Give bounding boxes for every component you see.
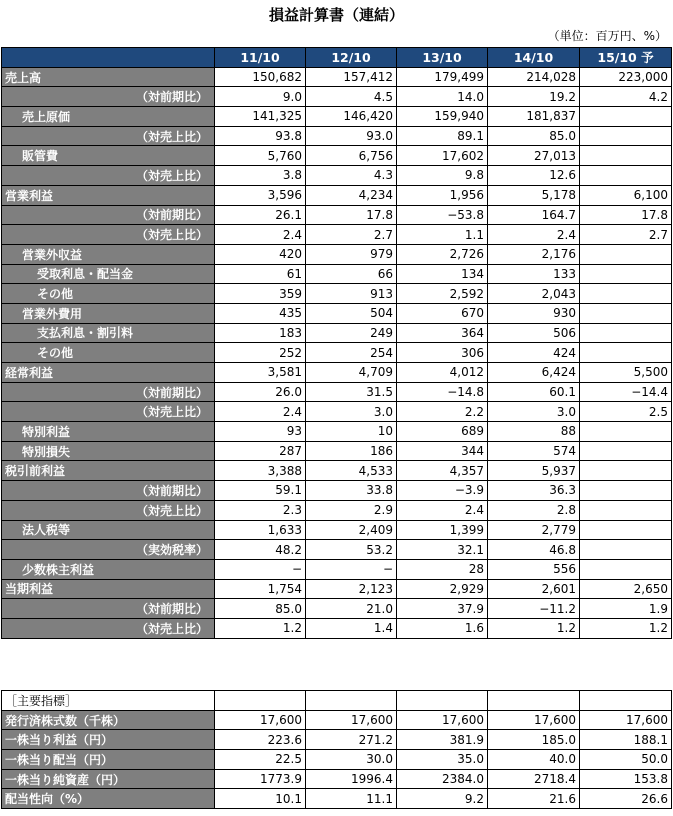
value-cell: 30.0 <box>306 750 397 770</box>
value-cell: 1.6 <box>397 618 488 638</box>
value-cell: 252 <box>215 343 306 363</box>
value-cell: 9.2 <box>397 789 488 809</box>
value-cell: 4.2 <box>580 87 672 107</box>
table-row <box>2 730 672 750</box>
value-cell: 12.6 <box>488 166 580 186</box>
value-cell: 424 <box>488 343 580 363</box>
value-cell <box>580 107 672 127</box>
row-label: 営業利益 <box>2 185 215 205</box>
value-cell: 61 <box>215 264 306 284</box>
table-row <box>2 323 672 343</box>
table-row <box>2 303 672 323</box>
table-row <box>2 244 672 264</box>
value-cell: 26.1 <box>215 205 306 225</box>
value-cell: 2.7 <box>306 225 397 245</box>
value-cell: 17,602 <box>397 146 488 166</box>
value-cell: 1996.4 <box>306 769 397 789</box>
value-cell <box>580 126 672 146</box>
value-cell: 85.0 <box>488 126 580 146</box>
value-cell: 6,756 <box>306 146 397 166</box>
value-cell <box>580 244 672 264</box>
value-cell: 2.8 <box>488 500 580 520</box>
value-cell: 556 <box>488 559 580 579</box>
value-cell: 2.7 <box>580 225 672 245</box>
value-cell: 4,357 <box>397 461 488 481</box>
value-cell: 574 <box>488 441 580 461</box>
value-cell: 2,779 <box>488 520 580 540</box>
value-cell: 17.8 <box>580 205 672 225</box>
table-row <box>2 579 672 599</box>
table-row <box>2 225 672 245</box>
value-cell: 1.1 <box>397 225 488 245</box>
row-label: （対売上比） <box>2 618 215 638</box>
value-cell: 913 <box>306 284 397 304</box>
value-cell: 14.0 <box>397 87 488 107</box>
indicator-label: 配当性向（%） <box>2 789 215 809</box>
value-cell: 2,043 <box>488 284 580 304</box>
value-cell <box>580 264 672 284</box>
table-row <box>2 481 672 501</box>
empty-cell <box>306 691 397 711</box>
table-row <box>2 500 672 520</box>
value-cell: 5,500 <box>580 363 672 383</box>
value-cell: 344 <box>397 441 488 461</box>
table-row <box>2 789 672 809</box>
table-row <box>2 559 672 579</box>
table-row <box>2 710 672 730</box>
value-cell: 2,601 <box>488 579 580 599</box>
value-cell: 17,600 <box>215 710 306 730</box>
value-cell: 66 <box>306 264 397 284</box>
table-row <box>2 205 672 225</box>
value-cell: 2.4 <box>215 225 306 245</box>
value-cell: 3.0 <box>488 402 580 422</box>
row-label: （対売上比） <box>2 225 215 245</box>
empty-cell <box>215 691 306 711</box>
indicator-label: 一株当り配当（円） <box>2 750 215 770</box>
income-statement-table <box>1 47 672 639</box>
value-cell: 150,682 <box>215 67 306 87</box>
value-cell <box>580 323 672 343</box>
table-row <box>2 126 672 146</box>
table-row <box>2 769 672 789</box>
value-cell: 223.6 <box>215 730 306 750</box>
row-label: 経常利益 <box>2 363 215 383</box>
row-label: （対売上比） <box>2 126 215 146</box>
value-cell: 271.2 <box>306 730 397 750</box>
value-cell: 2.3 <box>215 500 306 520</box>
row-label: 販管費 <box>2 146 215 166</box>
value-cell: 2,929 <box>397 579 488 599</box>
value-cell: 359 <box>215 284 306 304</box>
table-row <box>2 166 672 186</box>
value-cell <box>580 146 672 166</box>
value-cell: 2.9 <box>306 500 397 520</box>
table-row <box>2 441 672 461</box>
empty-cell <box>397 691 488 711</box>
row-label: 受取利息・配当金 <box>2 264 215 284</box>
value-cell: 2718.4 <box>488 769 580 789</box>
table-row <box>2 264 672 284</box>
value-cell: 179,499 <box>397 67 488 87</box>
value-cell: 27,013 <box>488 146 580 166</box>
unit-note: （単位：百万円、%） <box>547 29 667 43</box>
value-cell: 1.2 <box>488 618 580 638</box>
value-cell: 689 <box>397 422 488 442</box>
value-cell <box>580 520 672 540</box>
column-header: 11/10 <box>215 48 306 68</box>
row-label: （対前期比） <box>2 599 215 619</box>
value-cell: − <box>306 559 397 579</box>
value-cell <box>580 559 672 579</box>
value-cell: 1.9 <box>580 599 672 619</box>
value-cell: 40.0 <box>488 750 580 770</box>
header-row <box>2 48 672 68</box>
value-cell: 21.0 <box>306 599 397 619</box>
value-cell: −14.4 <box>580 382 672 402</box>
value-cell: 17.8 <box>306 205 397 225</box>
value-cell: 223,000 <box>580 67 672 87</box>
value-cell: 364 <box>397 323 488 343</box>
header-blank-cell <box>2 48 215 68</box>
row-label: その他 <box>2 343 215 363</box>
value-cell: 134 <box>397 264 488 284</box>
value-cell: 3.8 <box>215 166 306 186</box>
value-cell: 186 <box>306 441 397 461</box>
table-row <box>2 599 672 619</box>
value-cell: 435 <box>215 303 306 323</box>
value-cell: 306 <box>397 343 488 363</box>
value-cell: 504 <box>306 303 397 323</box>
value-cell: − <box>215 559 306 579</box>
value-cell: 6,424 <box>488 363 580 383</box>
table-row <box>2 461 672 481</box>
indicator-label: 一株当り純資産（円） <box>2 769 215 789</box>
value-cell: 5,760 <box>215 146 306 166</box>
value-cell: 48.2 <box>215 540 306 560</box>
page-title: 損益計算書（連結） <box>268 6 404 24</box>
value-cell: 420 <box>215 244 306 264</box>
value-cell: 183 <box>215 323 306 343</box>
row-label: 営業外費用 <box>2 303 215 323</box>
row-label: 特別損失 <box>2 441 215 461</box>
table-row <box>2 343 672 363</box>
table-row <box>2 382 672 402</box>
value-cell: 88 <box>488 422 580 442</box>
value-cell: 2.5 <box>580 402 672 422</box>
table-row <box>2 146 672 166</box>
row-label: 法人税等 <box>2 520 215 540</box>
value-cell: 9.0 <box>215 87 306 107</box>
value-cell: 1,956 <box>397 185 488 205</box>
value-cell <box>580 284 672 304</box>
value-cell <box>580 422 672 442</box>
value-cell: 254 <box>306 343 397 363</box>
value-cell: 1.2 <box>215 618 306 638</box>
value-cell: 93 <box>215 422 306 442</box>
value-cell <box>580 303 672 323</box>
indicator-label: 一株当り利益（円） <box>2 730 215 750</box>
value-cell <box>580 343 672 363</box>
value-cell: 93.8 <box>215 126 306 146</box>
value-cell <box>580 166 672 186</box>
value-cell: 10.1 <box>215 789 306 809</box>
value-cell: 21.6 <box>488 789 580 809</box>
row-label: （対前期比） <box>2 481 215 501</box>
value-cell: 26.0 <box>215 382 306 402</box>
value-cell: −3.9 <box>397 481 488 501</box>
value-cell: 3,596 <box>215 185 306 205</box>
row-label: （対前期比） <box>2 205 215 225</box>
value-cell: 2,123 <box>306 579 397 599</box>
value-cell: 10 <box>306 422 397 442</box>
value-cell: 670 <box>397 303 488 323</box>
row-label: 営業外収益 <box>2 244 215 264</box>
value-cell: 32.1 <box>397 540 488 560</box>
value-cell: 35.0 <box>397 750 488 770</box>
value-cell: 46.8 <box>488 540 580 560</box>
column-header: 15/10 予 <box>580 48 672 68</box>
table-row <box>2 107 672 127</box>
value-cell: 4,709 <box>306 363 397 383</box>
indicators-header-row <box>2 691 672 711</box>
indicators-title: ［主要指標］ <box>2 691 215 711</box>
value-cell <box>580 461 672 481</box>
value-cell: 4,012 <box>397 363 488 383</box>
value-cell: 141,325 <box>215 107 306 127</box>
value-cell: 2,176 <box>488 244 580 264</box>
empty-cell <box>580 691 672 711</box>
value-cell: 1773.9 <box>215 769 306 789</box>
value-cell: 33.8 <box>306 481 397 501</box>
value-cell: 287 <box>215 441 306 461</box>
value-cell: 36.3 <box>488 481 580 501</box>
row-label: 売上高 <box>2 67 215 87</box>
column-header: 14/10 <box>488 48 580 68</box>
value-cell <box>580 540 672 560</box>
value-cell: 89.1 <box>397 126 488 146</box>
table-row <box>2 67 672 87</box>
column-header: 13/10 <box>397 48 488 68</box>
value-cell: 164.7 <box>488 205 580 225</box>
value-cell: −14.8 <box>397 382 488 402</box>
value-cell: 2,592 <box>397 284 488 304</box>
value-cell: 381.9 <box>397 730 488 750</box>
value-cell: 28 <box>397 559 488 579</box>
value-cell: 181,837 <box>488 107 580 127</box>
empty-cell <box>488 691 580 711</box>
row-label: 当期利益 <box>2 579 215 599</box>
value-cell: 3,388 <box>215 461 306 481</box>
table-row <box>2 422 672 442</box>
value-cell: 2384.0 <box>397 769 488 789</box>
value-cell: 26.6 <box>580 789 672 809</box>
value-cell: 159,940 <box>397 107 488 127</box>
value-cell: 506 <box>488 323 580 343</box>
value-cell: 930 <box>488 303 580 323</box>
value-cell: 4.3 <box>306 166 397 186</box>
value-cell: 1.4 <box>306 618 397 638</box>
row-label: 支払利息・割引料 <box>2 323 215 343</box>
value-cell: −11.2 <box>488 599 580 619</box>
value-cell: 59.1 <box>215 481 306 501</box>
row-label: 特別利益 <box>2 422 215 442</box>
table-row <box>2 363 672 383</box>
value-cell: 214,028 <box>488 67 580 87</box>
value-cell: 22.5 <box>215 750 306 770</box>
indicator-label: 発行済株式数（千株） <box>2 710 215 730</box>
value-cell: 2.4 <box>488 225 580 245</box>
value-cell: 979 <box>306 244 397 264</box>
value-cell: 17,600 <box>488 710 580 730</box>
value-cell: 153.8 <box>580 769 672 789</box>
table-row <box>2 87 672 107</box>
value-cell: 6,100 <box>580 185 672 205</box>
table-row <box>2 750 672 770</box>
value-cell: 185.0 <box>488 730 580 750</box>
value-cell: 85.0 <box>215 599 306 619</box>
value-cell: 133 <box>488 264 580 284</box>
table-row <box>2 402 672 422</box>
table-row <box>2 618 672 638</box>
row-label: （実効税率） <box>2 540 215 560</box>
value-cell <box>580 481 672 501</box>
table-row <box>2 520 672 540</box>
value-cell: 3,581 <box>215 363 306 383</box>
value-cell: 5,178 <box>488 185 580 205</box>
key-indicators-table <box>1 690 672 809</box>
value-cell: 157,412 <box>306 67 397 87</box>
value-cell: 2.2 <box>397 402 488 422</box>
value-cell: 1,754 <box>215 579 306 599</box>
value-cell: 17,600 <box>580 710 672 730</box>
table-row <box>2 185 672 205</box>
row-label: （対売上比） <box>2 166 215 186</box>
row-label: その他 <box>2 284 215 304</box>
value-cell: 50.0 <box>580 750 672 770</box>
row-label: 売上原価 <box>2 107 215 127</box>
value-cell: 1,633 <box>215 520 306 540</box>
value-cell: 1,399 <box>397 520 488 540</box>
value-cell: 4,533 <box>306 461 397 481</box>
value-cell: 60.1 <box>488 382 580 402</box>
value-cell: 9.8 <box>397 166 488 186</box>
value-cell: 53.2 <box>306 540 397 560</box>
value-cell: 249 <box>306 323 397 343</box>
value-cell: 4.5 <box>306 87 397 107</box>
table-row <box>2 284 672 304</box>
row-label: （対売上比） <box>2 402 215 422</box>
value-cell: 17,600 <box>397 710 488 730</box>
value-cell <box>580 441 672 461</box>
value-cell: 2,726 <box>397 244 488 264</box>
column-header: 12/10 <box>306 48 397 68</box>
value-cell: 2.4 <box>215 402 306 422</box>
table-row <box>2 540 672 560</box>
row-label: 少数株主利益 <box>2 559 215 579</box>
value-cell: 31.5 <box>306 382 397 402</box>
row-label: （対前期比） <box>2 87 215 107</box>
value-cell: −53.8 <box>397 205 488 225</box>
value-cell: 1.2 <box>580 618 672 638</box>
value-cell <box>580 500 672 520</box>
value-cell: 19.2 <box>488 87 580 107</box>
value-cell: 4,234 <box>306 185 397 205</box>
value-cell: 93.0 <box>306 126 397 146</box>
value-cell: 146,420 <box>306 107 397 127</box>
row-label: （対前期比） <box>2 382 215 402</box>
value-cell: 11.1 <box>306 789 397 809</box>
value-cell: 188.1 <box>580 730 672 750</box>
value-cell: 17,600 <box>306 710 397 730</box>
value-cell: 2.4 <box>397 500 488 520</box>
value-cell: 3.0 <box>306 402 397 422</box>
row-label: （対売上比） <box>2 500 215 520</box>
value-cell: 2,409 <box>306 520 397 540</box>
value-cell: 5,937 <box>488 461 580 481</box>
row-label: 税引前利益 <box>2 461 215 481</box>
value-cell: 37.9 <box>397 599 488 619</box>
value-cell: 2,650 <box>580 579 672 599</box>
